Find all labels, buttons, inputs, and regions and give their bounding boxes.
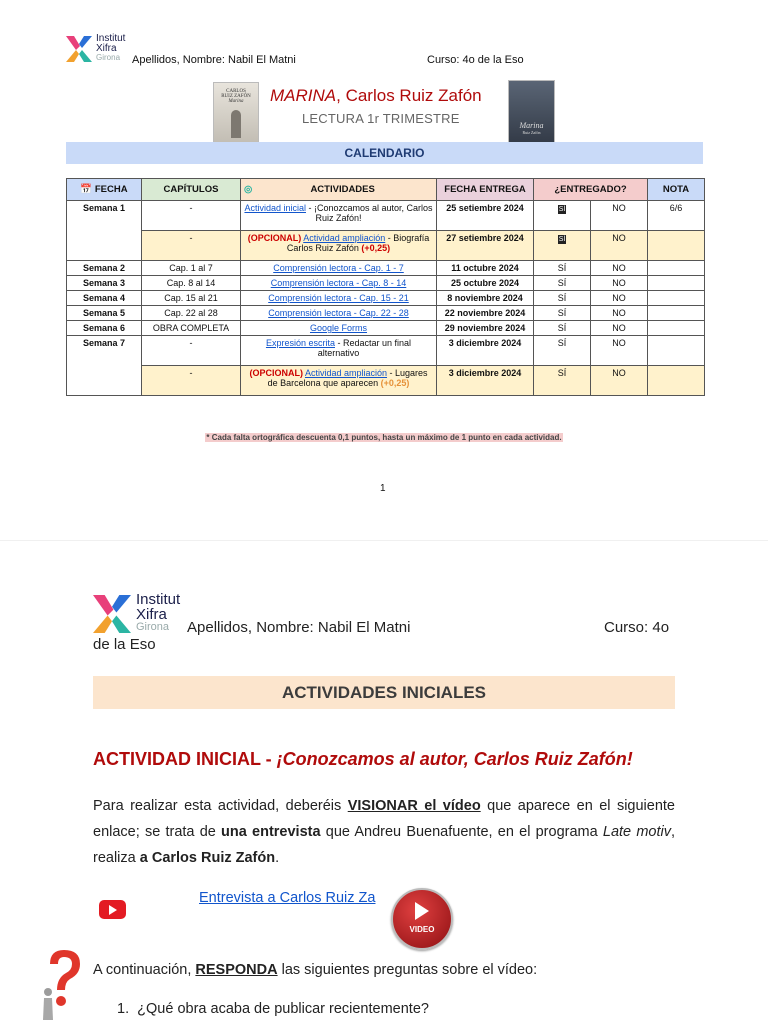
activity-text: - Redactar un final alternativo [317, 338, 412, 358]
due-date-cell: 29 noviembre 2024 [437, 321, 534, 336]
name-value: Nabil El Matni [317, 619, 411, 636]
week-cell: Semana 5 [67, 306, 142, 321]
page-divider [0, 540, 768, 541]
due-date-cell: 3 diciembre 2024 [437, 366, 534, 396]
calendar-icon: 📅 [80, 184, 93, 195]
activity-cell [241, 321, 437, 336]
delivered-no-cell[interactable]: NO [591, 366, 648, 396]
student-name-field [187, 619, 410, 636]
col-header-fecha-entrega: FECHA ENTREGA [437, 179, 534, 201]
col-header-fecha [67, 179, 142, 201]
activity-cell [241, 201, 437, 231]
grade-cell [648, 366, 705, 396]
intro-text-5: . [275, 850, 280, 866]
intro-text-3: que Andreu Buenafuente, en el programa [320, 824, 603, 840]
delivered-yes-cell[interactable]: SÍ [534, 321, 591, 336]
xifra-logo-icon [93, 592, 131, 636]
activity-text: - ¡Conozcamos al autor, Carlos Ruiz Zafón! [305, 203, 433, 223]
delivered-yes-cell[interactable]: SÍ [534, 336, 591, 366]
play-icon [415, 902, 429, 920]
page-number: 1 [380, 483, 386, 494]
activity-text: - Lugares de Barcelona que aparecen [267, 368, 428, 388]
activity-heading-plain: ACTIVIDAD INICIAL - [93, 749, 277, 769]
name-value: Nabil El Matni [228, 54, 296, 66]
activity-link[interactable]: Comprensión lectora - Cap. 1 - 7 [273, 263, 404, 273]
intro-italic-1: Late motiv [602, 824, 671, 840]
table-row [67, 306, 705, 321]
activity-link[interactable]: Comprensión lectora - Cap. 22 - 28 [268, 308, 409, 318]
activity-cell [241, 306, 437, 321]
due-date-cell: 11 octubre 2024 [437, 261, 534, 276]
course-field: Curso: 4o [604, 619, 670, 636]
activity-cell [241, 231, 437, 261]
questions-intro-text-2: las siguientes preguntas sobre el vídeo: [277, 962, 538, 978]
chapters-cell: - [142, 231, 241, 261]
due-date-cell: 8 noviembre 2024 [437, 291, 534, 306]
book-title-author: , Carlos Ruiz Zafón [336, 86, 482, 105]
question-1-number: 1. [117, 1001, 130, 1017]
activity-heading-italic: ¡Conozcamos al autor, Carlos Ruiz Zafón! [276, 749, 633, 769]
activity-icon: ◎ [244, 184, 253, 195]
chapters-cell: Cap. 15 al 21 [142, 291, 241, 306]
course-value-wrap: de la Eso [93, 636, 156, 653]
table-row [67, 336, 705, 366]
delivered-yes-cell[interactable]: SÍ [534, 261, 591, 276]
intro-bold-2: una entrevista [221, 824, 321, 840]
grade-cell [648, 261, 705, 276]
activity-cell [241, 366, 437, 396]
col-header-actividades-label: ACTIVIDADES [310, 184, 375, 195]
bonus-tag: (+0,25) [361, 243, 391, 253]
delivered-no-cell[interactable]: NO [591, 336, 648, 366]
bonus-tag: (+0,25) [380, 378, 410, 388]
cover-left-line-1: CARLOS [226, 89, 246, 94]
spelling-footnote: * Cada falta ortográfica descuenta 0,1 puntos, hasta un máximo de 1 punto en cada actividad. [206, 433, 562, 442]
due-date-cell: 3 diciembre 2024 [437, 336, 534, 366]
grade-cell [648, 276, 705, 291]
grade-cell [648, 306, 705, 321]
cover-left-line-3: Marina [228, 99, 244, 104]
delivered-no-cell[interactable]: NO [591, 306, 648, 321]
reading-subtitle: LECTURA 1r TRIMESTRE [302, 111, 460, 126]
calendar-table [66, 178, 705, 396]
week-cell: Semana 3 [67, 276, 142, 291]
activity-heading [93, 748, 675, 770]
activity-cell [241, 291, 437, 306]
chapters-cell: Cap. 8 al 14 [142, 276, 241, 291]
checked-yes-box[interactable]: SÍ [558, 236, 566, 243]
course-value: 4o de la Eso [462, 54, 524, 66]
institut-xifra-logo-page2 [93, 592, 180, 636]
activity-link[interactable]: Comprensión lectora - Cap. 15 - 21 [268, 293, 409, 303]
col-header-actividades [241, 179, 437, 201]
delivered-yes-cell[interactable]: SÍ [534, 366, 591, 396]
due-date-cell: 22 noviembre 2024 [437, 306, 534, 321]
delivered-no-cell[interactable]: NO [591, 276, 648, 291]
cover-left-line-2: RUIZ ZAFÓN [221, 94, 251, 99]
course-field [427, 54, 524, 66]
question-mark-figure-icon [38, 946, 88, 1024]
delivered-yes-cell[interactable]: SÍ [534, 291, 591, 306]
logo-line-3: Girona [96, 53, 121, 62]
table-row [67, 276, 705, 291]
grade-cell [648, 336, 705, 366]
activity-cell [241, 336, 437, 366]
chapters-cell: Cap. 1 al 7 [142, 261, 241, 276]
xifra-logo-icon [66, 34, 92, 64]
name-label: Apellidos, Nombre: [132, 54, 225, 66]
logo-line-2: Xifra [136, 606, 167, 623]
chapters-cell: - [142, 336, 241, 366]
activity-link[interactable]: Actividad inicial [244, 203, 306, 213]
book-title-italic: MARINA [270, 86, 337, 105]
delivered-yes-cell[interactable] [534, 231, 591, 261]
delivered-no-cell[interactable]: NO [591, 261, 648, 276]
calendar-heading: CALENDARIO [66, 142, 703, 164]
col-header-fecha-label: FECHA [94, 184, 128, 195]
delivered-yes-cell[interactable]: SÍ [534, 276, 591, 291]
chapters-cell: - [142, 201, 241, 231]
activity-link[interactable]: Google Forms [309, 323, 368, 333]
optional-tag: (OPCIONAL) [249, 368, 303, 378]
due-date-cell: 27 setiembre 2024 [437, 231, 534, 261]
delivered-no-cell[interactable]: NO [591, 231, 648, 261]
delivered-yes-cell[interactable]: SÍ [534, 306, 591, 321]
intro-bold-3: a Carlos Ruiz Zafón [139, 850, 276, 866]
grade-cell [648, 321, 705, 336]
delivered-no-cell[interactable]: NO [591, 291, 648, 306]
week-cell: Semana 1 [67, 201, 142, 261]
question-1-text: ¿Qué obra acaba de publicar recientemente? [137, 1001, 429, 1017]
activity-text: - Biografía Carlos Ruiz Zafón [286, 233, 430, 253]
footnote-wrap [0, 427, 768, 445]
col-header-nota: NOTA [648, 179, 705, 201]
questions-intro [93, 957, 675, 983]
intro-text-1: Para realizar esta actividad, deberéis [93, 798, 348, 814]
grade-cell: 6/6 [648, 201, 705, 231]
activity-cell [241, 276, 437, 291]
section-heading: ACTIVIDADES INICIALES [93, 676, 675, 709]
name-label: Apellidos, Nombre: [187, 619, 314, 636]
week-cell: Semana 6 [67, 321, 142, 336]
grade-cell [648, 291, 705, 306]
youtube-icon[interactable] [99, 900, 126, 919]
week-cell: Semana 4 [67, 291, 142, 306]
delivered-no-cell[interactable]: NO [591, 201, 648, 231]
book-title [270, 86, 482, 106]
col-header-entregado: ¿ENTREGADO? [534, 179, 648, 201]
activity-link[interactable]: Expresión escrita [265, 338, 335, 348]
questions-intro-text-1: A continuación, [93, 962, 196, 978]
activity-cell [241, 261, 437, 276]
activity-link[interactable]: Actividad ampliación [303, 233, 386, 243]
table-row [67, 291, 705, 306]
table-row [67, 231, 705, 261]
table-row [67, 201, 705, 231]
intro-paragraph [93, 793, 675, 871]
grade-cell [648, 231, 705, 261]
table-row [67, 366, 705, 396]
cover-right-line-1: Marina [519, 121, 544, 130]
table-header-row [67, 179, 705, 201]
delivered-no-cell[interactable]: NO [591, 321, 648, 336]
intro-text-4: , realiza [93, 824, 675, 866]
week-cell: Semana 7 [67, 336, 142, 396]
video-play-button[interactable] [391, 888, 453, 950]
intro-text-2: que aparece en el siguiente enlace; se trata de [93, 798, 675, 840]
activity-link[interactable]: Actividad ampliación [304, 368, 388, 378]
activity-link[interactable]: Comprensión lectora - Cap. 8 - 14 [270, 278, 407, 288]
logo-line-1: Institut [96, 33, 126, 44]
checked-yes-box[interactable]: SÍ [558, 206, 566, 213]
logo-line-1: Institut [136, 591, 181, 608]
due-date-cell: 25 setiembre 2024 [437, 201, 534, 231]
table-row [67, 261, 705, 276]
interview-video-link[interactable]: Entrevista a Carlos Ruiz Za [199, 890, 376, 906]
intro-bold-1: VISIONAR el vídeo [347, 798, 481, 814]
question-1 [117, 1001, 429, 1017]
institut-xifra-logo [66, 34, 125, 64]
delivered-yes-cell[interactable] [534, 201, 591, 231]
chapters-cell: - [142, 366, 241, 396]
week-cell: Semana 2 [67, 261, 142, 276]
questions-intro-bold: RESPONDA [195, 962, 278, 978]
cover-right-line-2: Ruiz Zafón [522, 130, 541, 135]
optional-tag: (OPCIONAL) [247, 233, 302, 243]
col-header-capitulos: CAPÍTULOS [142, 179, 241, 201]
logo-line-3: Girona [136, 621, 170, 633]
logo-line-2: Xifra [96, 43, 117, 54]
course-label: Curso: [427, 54, 460, 66]
due-date-cell: 25 octubre 2024 [437, 276, 534, 291]
chapters-cell: Cap. 22 al 28 [142, 306, 241, 321]
chapters-cell: OBRA COMPLETA [142, 321, 241, 336]
student-name-field [132, 54, 296, 66]
video-badge-label: VIDEO [409, 925, 435, 934]
table-row [67, 321, 705, 336]
